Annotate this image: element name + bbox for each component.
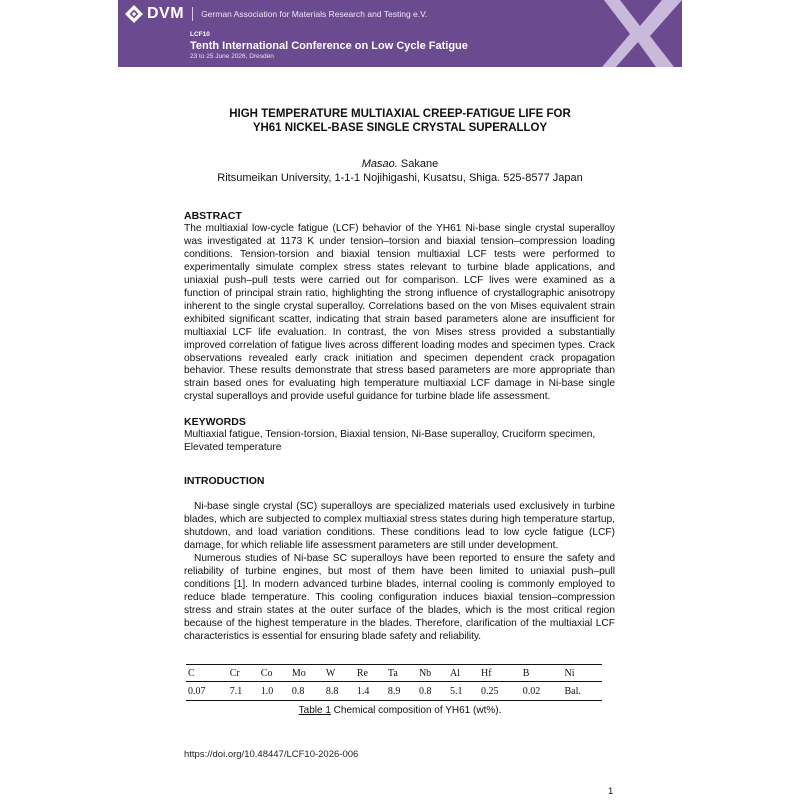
table-cell: 7.1	[228, 682, 259, 701]
paper-title-line: YH61 NICKEL-BASE SINGLE CRYSTAL SUPERALLOY	[252, 122, 548, 134]
decorative-cross-icon	[592, 0, 682, 67]
table-reference-link[interactable]: Table 1	[298, 705, 331, 716]
abstract-heading: ABSTRACT	[184, 210, 242, 222]
table-cell: 0.25	[479, 682, 521, 701]
table-caption	[150, 705, 650, 716]
table-cell: 8.9	[386, 682, 417, 701]
abstract-text: The multiaxial low-cycle fatigue (LCF) behavior of the YH61 Ni-base single crystal superalloy was investigated at 1173 K under tension–torsion and biaxial tension–compression loading conditions. Tension-torsion and biaxial tension multiaxial LCF tests were performed to experimentally simulate complex stress states relevant to turbine blade applications, and uniaxial push–pull tests were carried out for comparison. LCF lives were examined as a function of principal strain ratio, highlighting the strong influence of crystallographic anisotropy inherent to the single crystal superalloy. Correlations based on the von Mises equivalent strain exhibited significant scatter, indicating that strain based parameters alone are insufficient for multiaxial LCF life evaluation. In contrast, the von Mises stress provided a substantially improved correlation of fatigue lives across different loading modes and specimen types. Crack observations revealed early crack initiation and specimen dependent crack propagation behavior. These results demonstrate that stress based parameters are more appropriate than strain based ones for evaluating high temperature multiaxial LCF damage in Ni-base single crystal superalloys and provide useful guidance for turbine blade life assessment.	[184, 223, 615, 403]
table-header-cell: Co	[259, 665, 290, 682]
table-header-cell: Cr	[228, 665, 259, 682]
organization-name: German Association for Materials Research and Testing e.V.	[201, 9, 428, 19]
table-cell: 1.0	[259, 682, 290, 701]
table-header-cell: C	[186, 665, 228, 682]
introduction-paragraph-2: Numerous studies of Ni-base SC superalloys have been reported to ensure the safety and reliability of turbine engines, but most of them have been limited to uniaxial push–pull conditions [1]. In modern advanced turbine blades, internal cooling is commonly employed to reduce blade temperature. This cooling configuration induces biaxial tension–compression stress and strain states at the outer surface of the blades, which is the most critical region because of the highest temperature in the blades. Therefore, clarification of the multiaxial LCF characteristics is essential for ensuring blade safety and reliability.	[184, 553, 615, 642]
table-cell: Bal.	[563, 682, 602, 701]
brand-name: DVM	[147, 5, 185, 22]
table-header-row	[186, 665, 602, 682]
table-header-cell: Mo	[290, 665, 324, 682]
table-cell: 0.8	[290, 682, 324, 701]
dvm-logo	[125, 5, 427, 23]
keywords-heading: KEYWORDS	[184, 416, 246, 428]
author-name	[150, 157, 650, 171]
table-header-cell: Re	[355, 665, 386, 682]
page-number: 1	[608, 786, 614, 797]
table-header-cell: Ni	[563, 665, 602, 682]
table-header-cell: Nb	[417, 665, 448, 682]
table-header-cell: Ta	[386, 665, 417, 682]
table-cell: 0.02	[521, 682, 563, 701]
table-row	[186, 682, 602, 701]
diamond-logo-icon	[125, 5, 143, 23]
paper-title-line: HIGH TEMPERATURE MULTIAXIAL CREEP-FATIGUE LIFE FOR	[229, 108, 571, 120]
author-family-name: Sakane	[397, 158, 439, 170]
table-header-cell: Al	[448, 665, 479, 682]
table-cell: 1.4	[355, 682, 386, 701]
author-given-name: Masao.	[361, 158, 398, 170]
keywords-text: Multiaxial fatigue, Tension-torsion, Biaxial tension, Ni-Base superalloy, Cruciform specimen, Elevated temperature	[184, 429, 596, 453]
table-cell: 8.8	[324, 682, 355, 701]
conference-code: LCF10	[190, 31, 210, 38]
table-header-cell: W	[324, 665, 355, 682]
logo-divider	[192, 7, 193, 21]
table-cell: 0.8	[417, 682, 448, 701]
conference-dates: 23 to 25 June 2026, Dresden	[190, 53, 274, 60]
author-block	[150, 157, 650, 185]
table-header-cell: Hf	[479, 665, 521, 682]
doi-link[interactable]: https://doi.org/10.48447/LCF10-2026-006	[184, 749, 359, 760]
table-cell: 0.07	[186, 682, 228, 701]
author-affiliation: Ritsumeikan University, 1-1-1 Nojihigashi, Kusatsu, Shiga. 525-8577 Japan	[217, 172, 583, 184]
table-caption-text: Chemical composition of YH61 (wt%).	[330, 705, 502, 716]
paper-title	[150, 107, 650, 135]
table-cell: 5.1	[448, 682, 479, 701]
introduction-paragraph-1: Ni-base single crystal (SC) superalloys are specialized materials used exclusively in turbine blades, which are subjected to complex multiaxial stress states during high temperature startup, shutdown, and load variation conditions. These conditions lead to low cycle fatigue (LCF) damage, for which reliable life assessment parameters are still under development.	[184, 501, 615, 551]
composition-table	[186, 664, 602, 701]
conference-title: Tenth International Conference on Low Cycle Fatigue	[190, 40, 468, 52]
introduction-heading: INTRODUCTION	[184, 475, 265, 487]
conference-banner	[118, 0, 682, 67]
table-header-cell: B	[521, 665, 563, 682]
